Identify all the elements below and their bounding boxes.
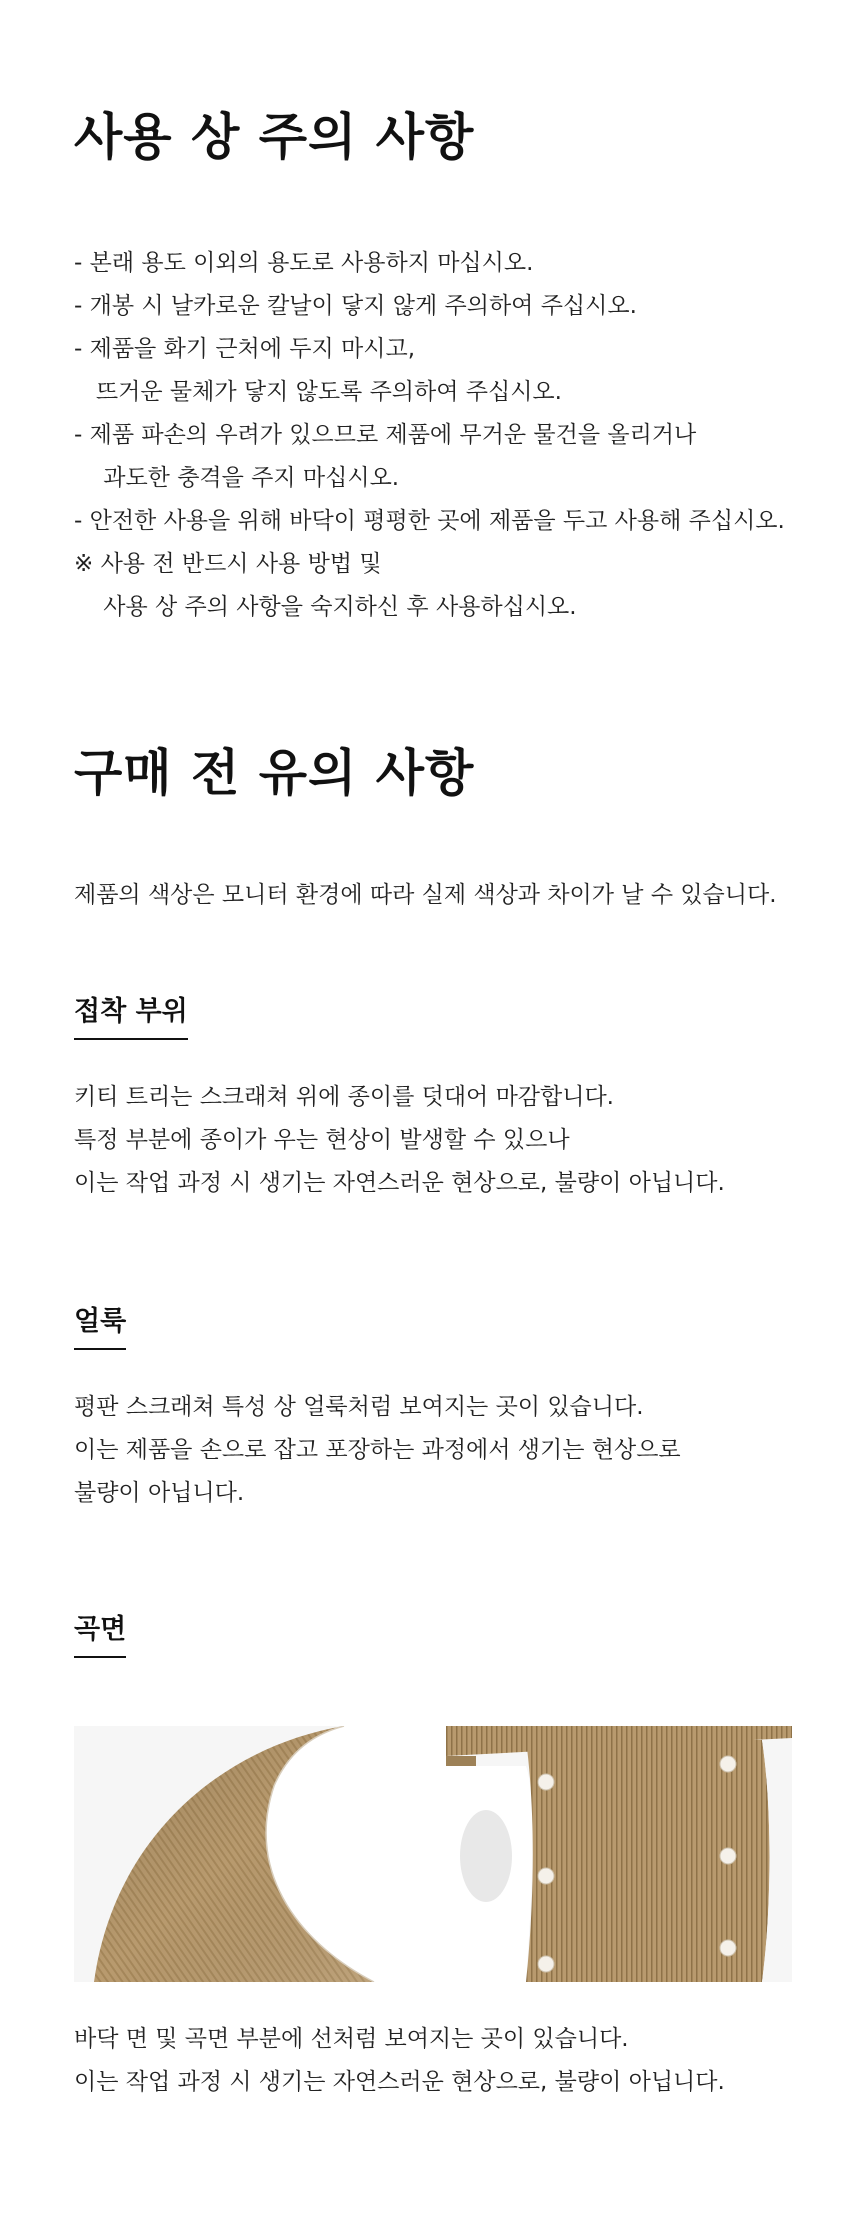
curved-surface-illustration bbox=[74, 1726, 420, 1982]
adhesion-line: 이는 작업 과정 시 생기는 자연스러운 현상으로, 불량이 아닙니다. bbox=[74, 1170, 725, 1196]
curve-line: 바닥 면 및 곡면 부분에 선처럼 보여지는 곳이 있습니다. bbox=[74, 2026, 629, 2052]
flat-surface-photo bbox=[446, 1726, 792, 1982]
caution-line: - 안전한 사용을 위해 바닥이 평평한 곳에 제품을 두고 사용해 주십시오. bbox=[74, 508, 785, 534]
purchase-intro bbox=[74, 874, 777, 917]
adhesion-text bbox=[74, 1076, 725, 1205]
caution-line: 사용 상 주의 사항을 숙지하신 후 사용하십시오. bbox=[74, 594, 577, 620]
caution-line: 뜨거운 물체가 닿지 않도록 주의하여 주십시오. bbox=[74, 379, 562, 405]
curved-surface-photo bbox=[74, 1726, 420, 1982]
stain-line: 불량이 아닙니다. bbox=[74, 1480, 245, 1506]
stain-line: 이는 제품을 손으로 잡고 포장하는 과정에서 생기는 현상으로 bbox=[74, 1437, 681, 1463]
caution-line: - 제품을 화기 근처에 두지 마시고, bbox=[74, 336, 415, 362]
adhesion-line: 특정 부분에 종이가 우는 현상이 발생할 수 있으나 bbox=[74, 1127, 570, 1153]
curve-text bbox=[74, 2018, 725, 2104]
curve-line: 이는 작업 과정 시 생기는 자연스러운 현상으로, 불량이 아닙니다. bbox=[74, 2069, 725, 2095]
caution-line: 과도한 충격을 주지 마십시오. bbox=[74, 465, 400, 491]
caution-line: - 개봉 시 날카로운 칼날이 닿지 않게 주의하여 주십시오. bbox=[74, 293, 637, 319]
caution-line: ※ 사용 전 반드시 사용 방법 및 bbox=[74, 551, 382, 577]
purchase-title: 구매 전 유의 사항 bbox=[74, 744, 475, 802]
stain-text bbox=[74, 1386, 681, 1515]
adhesion-title: 접착 부위 bbox=[74, 996, 188, 1040]
caution-line: - 본래 용도 이외의 용도로 사용하지 마십시오. bbox=[74, 250, 534, 276]
purchase-intro-text: 제품의 색상은 모니터 환경에 따라 실제 색상과 차이가 날 수 있습니다. bbox=[74, 882, 777, 908]
caution-line: - 제품 파손의 우려가 있으므로 제품에 무거운 물건을 올리거나 bbox=[74, 422, 697, 448]
curve-title: 곡면 bbox=[74, 1614, 126, 1658]
flat-surface-illustration bbox=[446, 1726, 792, 1982]
stain-line: 평판 스크래쳐 특성 상 얼룩처럼 보여지는 곳이 있습니다. bbox=[74, 1394, 644, 1420]
caution-title: 사용 상 주의 사항 bbox=[74, 108, 475, 166]
stain-title: 얼룩 bbox=[74, 1306, 126, 1350]
adhesion-line: 키티 트리는 스크래쳐 위에 종이를 덧대어 마감합니다. bbox=[74, 1084, 614, 1110]
caution-list bbox=[74, 242, 785, 629]
